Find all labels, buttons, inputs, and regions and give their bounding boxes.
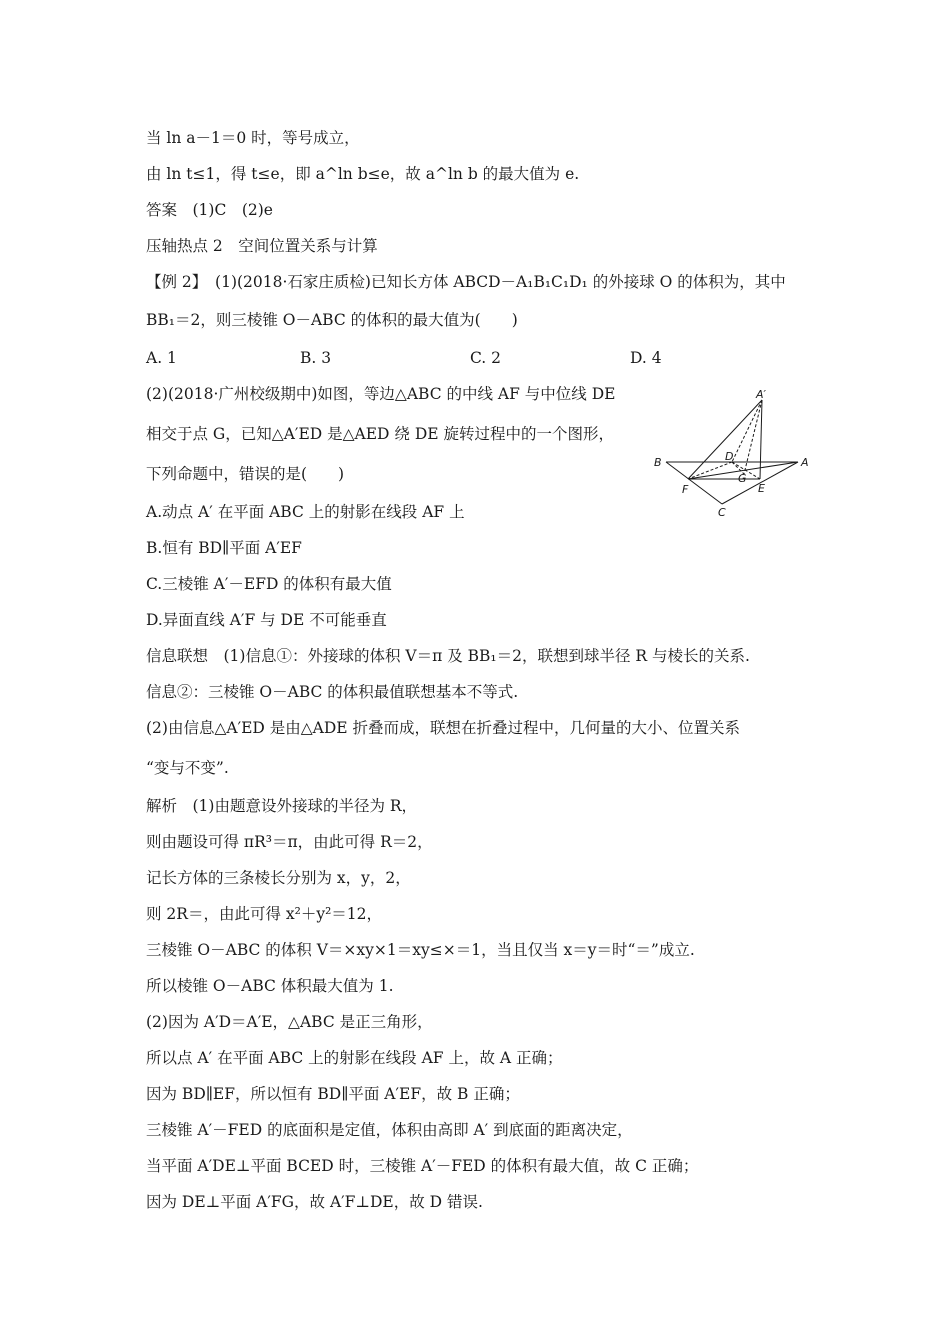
- analysis-line-9: 因为 BD∥EF，所以恒有 BD∥平面 A′EF，故 B 正确；: [146, 1085, 520, 1103]
- info-line-1: 信息联想 (1)信息①：外接球的体积 V＝π 及 BB₁＝2，联想到球半径 R 与棱长的关系.: [146, 647, 750, 665]
- analysis-line-1: 解析 (1)由题意设外接球的半径为 R，: [146, 797, 418, 815]
- analysis-line-11: 当平面 A′DE⊥平面 BCED 时，三棱锥 A′－FED 的体积有最大值，故 C 正确；: [146, 1157, 699, 1175]
- label-b: B: [654, 456, 662, 469]
- option-2-a: A.动点 A′ 在平面 ABC 上的射影在线段 AF 上: [146, 503, 465, 521]
- label-e: E: [758, 482, 765, 495]
- problem-2-line-2: 相交于点 G，已知△A′ED 是△AED 绕 DE 旋转过程中的一个图形，: [146, 425, 614, 443]
- info-line-3: (2)由信息△A′ED 是由△ADE 折叠而成，联想在折叠过程中，几何量的大小、位置关系: [146, 719, 741, 737]
- example-2-line-1: 【例 2】 (1)(2018·石家庄质检)已知长方体 ABCD－A₁B₁C₁D₁ 的外接球 O 的体积为，其中: [146, 273, 786, 291]
- info-line-4: “变与不变”.: [146, 759, 229, 777]
- label-a: A: [801, 456, 809, 469]
- analysis-line-4: 则 2R＝，由此可得 x²＋y²＝12，: [146, 905, 383, 923]
- info-line-2: 信息②：三棱锥 O－ABC 的体积最值联想基本不等式.: [146, 683, 519, 701]
- option-1-a: A. 1: [146, 349, 177, 367]
- analysis-line-2: 则由题设可得 πR³＝π，由此可得 R＝2，: [146, 833, 433, 851]
- analysis-line-7: (2)因为 A′D＝A′E，△ABC 是正三角形，: [146, 1013, 433, 1031]
- analysis-line-12: 因为 DE⊥平面 A′FG，故 A′F⊥DE，故 D 错误.: [146, 1193, 483, 1211]
- problem-2-line-3: 下列命题中，错误的是( ): [146, 465, 345, 483]
- analysis-line-10: 三棱锥 A′－FED 的底面积是定值，体积由高即 A′ 到底面的距离决定，: [146, 1121, 633, 1139]
- option-2-d: D.异面直线 A′F 与 DE 不可能垂直: [146, 611, 387, 629]
- option-1-d: D. 4: [630, 349, 662, 367]
- answer-line: 答案 (1)C (2)e: [146, 201, 273, 219]
- example-2-line-2: BB₁＝2，则三棱锥 O－ABC 的体积的最大值为( ): [146, 311, 518, 329]
- analysis-line-3: 记长方体的三条棱长分别为 x，y，2，: [146, 869, 411, 887]
- problem-2-line-1: (2)(2018·广州校级期中)如图，等边△ABC 的中线 AF 与中位线 DE: [146, 385, 616, 403]
- section-heading: 压轴热点 2 空间位置关系与计算: [146, 237, 378, 255]
- option-2-c: C.三棱锥 A′－EFD 的体积有最大值: [146, 575, 392, 593]
- analysis-line-6: 所以棱锥 O－ABC 体积最大值为 1.: [146, 977, 394, 995]
- label-f: F: [682, 483, 689, 496]
- option-1-c: C. 2: [470, 349, 502, 367]
- label-d: D: [725, 450, 734, 463]
- text-line-1: 当 ln a－1＝0 时，等号成立，: [146, 129, 360, 147]
- label-g: G: [738, 472, 747, 485]
- analysis-line-8: 所以点 A′ 在平面 ABC 上的射影在线段 AF 上，故 A 正确；: [146, 1049, 563, 1067]
- option-1-b: B. 3: [300, 349, 332, 367]
- option-2-b: B.恒有 BD∥平面 A′EF: [146, 539, 302, 557]
- analysis-line-5: 三棱锥 O－ABC 的体积 V＝×xy×1＝xy≤×＝1，当且仅当 x＝y＝时“＝”成立.: [146, 941, 695, 959]
- label-c: C: [718, 506, 726, 519]
- text-line-2: 由 ln t≤1，得 t≤e，即 a^ln b≤e，故 a^ln b 的最大值为 e.: [146, 165, 580, 183]
- label-a-prime: A′: [756, 388, 767, 401]
- fold-triangle-figure: [648, 386, 820, 522]
